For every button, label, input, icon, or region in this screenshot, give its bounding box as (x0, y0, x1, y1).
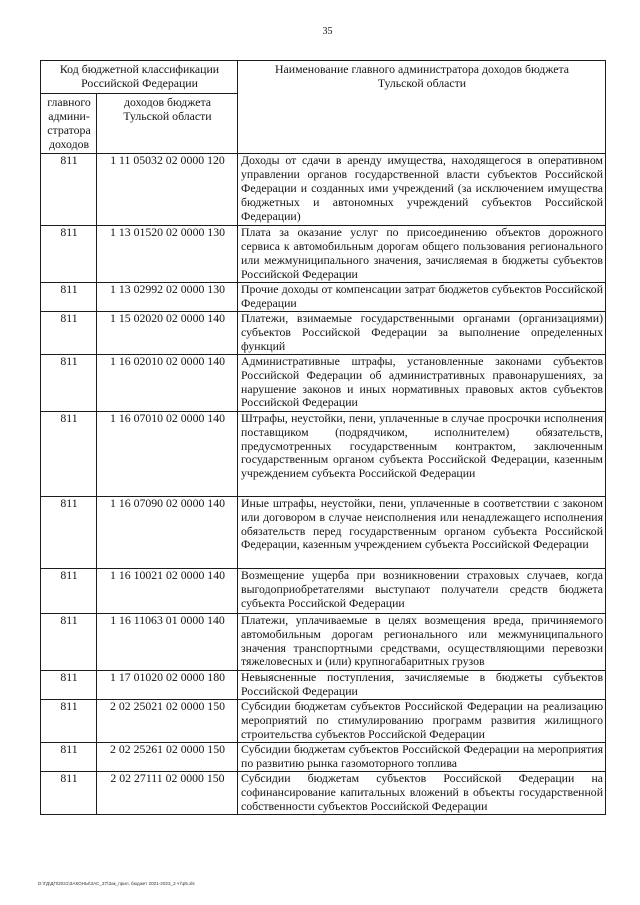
revenue-code-cell: 1 13 02992 02 0000 130 (97, 283, 238, 312)
admin-code-cell: 811 (41, 154, 97, 226)
table-row (41, 283, 606, 312)
table-row (41, 613, 606, 670)
revenue-name-cell: Невыясненные поступления, зачисляемые в бюджеты субъектов Российской Федерации (238, 670, 606, 699)
admin-code-cell: 811 (41, 771, 97, 814)
admin-code-cell: 811 (41, 670, 97, 699)
revenue-code-cell: 1 16 10021 02 0000 140 (97, 568, 238, 613)
table-row (41, 226, 606, 283)
header-budget-revenue: доходов бюджета Тульской области (97, 94, 238, 154)
revenue-code-cell: 2 02 25261 02 0000 150 (97, 742, 238, 771)
revenue-name-cell: Штрафы, неустойки, пени, уплаченные в случае просрочки исполнения поставщиком (подрядчиком, исполнителем) обязательств, предусмотренных государственным контрактом, заключенным государственным органом субъекта Российской Федерации, казенным учреждением субъекта Российской Федерации (238, 411, 606, 496)
table-row (41, 771, 606, 814)
revenue-name-cell: Доходы от сдачи в аренду имущества, находящегося в оперативном управлении органов государственной власти субъектов Российской Федерации и созданных ими учреждений (за исключением имущества бюджетных и автономных учреждений субъектов Российской Федерации) (238, 154, 606, 226)
revenue-name-cell: Возмещение ущерба при возникновении страховых случаев, когда выгодоприобретателями выступают получатели средств бюджета субъекта Российской Федерации (238, 568, 606, 613)
revenue-code-cell: 1 16 02010 02 0000 140 (97, 354, 238, 411)
admin-code-cell: 811 (41, 226, 97, 283)
header-administrator-name: Наименование главного администратора доходов бюджета Тульской области (238, 61, 606, 154)
table-row (41, 496, 606, 568)
table-header-row (41, 61, 606, 94)
admin-code-cell: 811 (41, 496, 97, 568)
table-row (41, 568, 606, 613)
budget-revenue-table (40, 60, 606, 815)
revenue-code-cell: 1 13 01520 02 0000 130 (97, 226, 238, 283)
table-row (41, 354, 606, 411)
page-number: 35 (322, 26, 333, 37)
table-row (41, 670, 606, 699)
revenue-name-cell: Субсидии бюджетам субъектов Российской Федерации на софинансирование капитальных вложений в объекты государственной собственности субъектов Российской Федерации (238, 771, 606, 814)
admin-code-cell: 811 (41, 742, 97, 771)
revenue-name-cell: Плата за оказание услуг по присоединению объектов дорожного сервиса к автомобильным дорогам общего пользования регионального или межмуниципального значения, зачисляемая в бюджеты субъектов Российской Федерации (238, 226, 606, 283)
admin-code-cell: 811 (41, 568, 97, 613)
table-row (41, 699, 606, 742)
revenue-name-cell: Прочие доходы от компенсации затрат бюджетов субъектов Российской Федерации (238, 283, 606, 312)
revenue-code-cell: 1 16 07090 02 0000 140 (97, 496, 238, 568)
admin-code-cell: 811 (41, 411, 97, 496)
admin-code-cell: 811 (41, 354, 97, 411)
admin-code-cell: 811 (41, 613, 97, 670)
header-chief-administrator: главного админи- стратора доходов (41, 94, 97, 154)
admin-code-cell: 811 (41, 699, 97, 742)
revenue-code-cell: 2 02 27111 02 0000 150 (97, 771, 238, 814)
footer-file-path: D:\ГД\ДП\2021\ЗАКОНЫ\ЗАС_37\Зак_прил. бюджет 2021-2023_2 чт\р5.xls (38, 881, 195, 886)
admin-code-cell: 811 (41, 283, 97, 312)
revenue-code-cell: 1 17 01020 02 0000 180 (97, 670, 238, 699)
revenue-code-cell: 2 02 25021 02 0000 150 (97, 699, 238, 742)
revenue-name-cell: Субсидии бюджетам субъектов Российской Федерации на реализацию мероприятий по стимулированию программ развития жилищного строительства субъектов Российской Федерации (238, 699, 606, 742)
table-row (41, 154, 606, 226)
revenue-code-cell: 1 15 02020 02 0000 140 (97, 312, 238, 355)
revenue-code-cell: 1 16 07010 02 0000 140 (97, 411, 238, 496)
revenue-name-cell: Иные штрафы, неустойки, пени, уплаченные в соответствии с законом или договором в случае неисполнения или ненадлежащего исполнения обязательств перед государственным органом субъекта Российской Федерации, казенным учреждением субъекта Российской Федерации (238, 496, 606, 568)
revenue-code-cell: 1 11 05032 02 0000 120 (97, 154, 238, 226)
revenue-code-cell: 1 16 11063 01 0000 140 (97, 613, 238, 670)
revenue-name-cell: Платежи, взимаемые государственными органами (организациями) субъектов Российской Федерации за выполнение определенных функций (238, 312, 606, 355)
revenue-name-cell: Платежи, уплачиваемые в целях возмещения вреда, причиняемого автомобильным дорогам регионального или межмуниципального значения транспортными средствами, осуществляющими перевозки тяжеловесных и (или) крупногабаритных грузов (238, 613, 606, 670)
table-row (41, 742, 606, 771)
revenue-name-cell: Субсидии бюджетам субъектов Российской Федерации на мероприятия по развитию рынка газомоторного топлива (238, 742, 606, 771)
admin-code-cell: 811 (41, 312, 97, 355)
header-code-classification: Код бюджетной классификации Российской Федерации (41, 61, 238, 94)
table-row (41, 312, 606, 355)
table-row (41, 411, 606, 496)
revenue-name-cell: Административные штрафы, установленные законами субъектов Российской Федерации об административных правонарушениях, за нарушение законов и иных нормативных правовых актов субъектов Российской Федерации (238, 354, 606, 411)
